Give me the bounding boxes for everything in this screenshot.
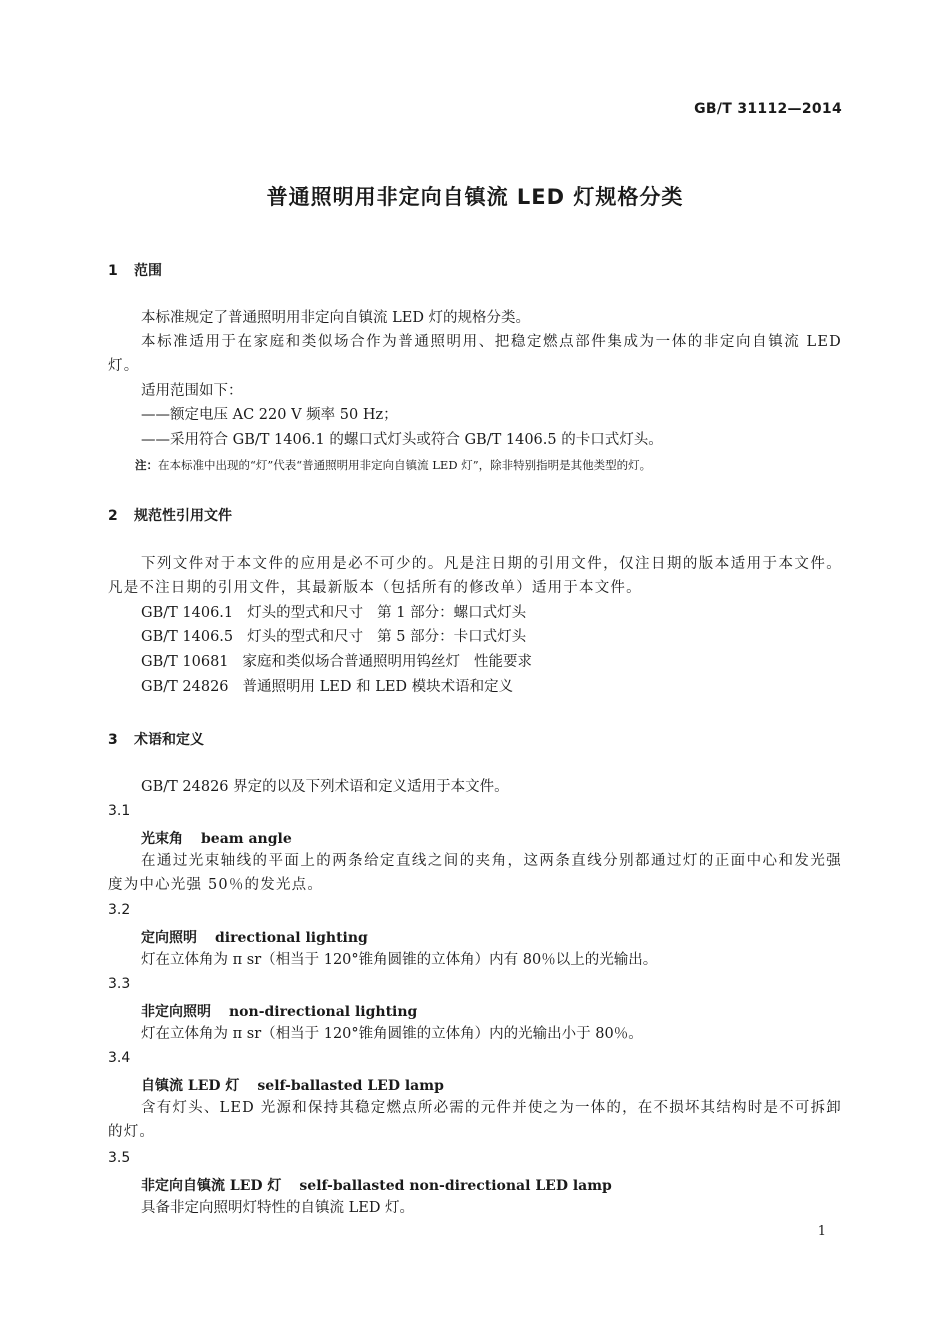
page-number: 1 (817, 1224, 826, 1239)
paragraph: 下列文件对于本文件的应用是必不可少的。凡是注日期的引用文件，仅注日期的版本适用于本文件。凡是不注日期的引用文件，其最新版本（包括所有的修改单）适用于本文件。 (108, 556, 842, 596)
reference-item (141, 650, 532, 674)
term-number: 3.1 (108, 803, 131, 819)
section-title: 范围 (134, 263, 162, 279)
reference-title: 普通照明用 LED 和 LED 模块术语和定义 (242, 679, 514, 695)
paragraph: GB/T 24826 界定的以及下列术语和定义适用于本文件。 (141, 779, 509, 795)
reference-item (141, 625, 526, 649)
term-name (141, 1175, 612, 1195)
reference-part: 性能要求 (474, 654, 533, 670)
term-definition: 灯在立体角为 π sr（相当于 120°锥角圆锥的立体角）内的光输出小于 80％。 (141, 1026, 643, 1042)
term-zh: 非定向照明 (141, 1004, 211, 1020)
term-definition: 灯在立体角为 π sr（相当于 120°锥角圆锥的立体角）内有 80％以上的光输出。 (141, 952, 658, 968)
term-number: 3.5 (108, 1150, 131, 1166)
section-title: 规范性引用文件 (134, 508, 232, 524)
paragraph: 本标准规定了普通照明用非定向自镇流 LED 灯的规格分类。 (141, 310, 531, 326)
term-name (141, 1001, 417, 1021)
term-en: non-directional lighting (229, 1004, 418, 1020)
reference-code: GB/T 1406.5 (141, 629, 234, 645)
note-label: 注： (135, 458, 158, 472)
section-number: 2 (108, 508, 118, 524)
term-definition: 具备非定向照明灯特性的自镇流 LED 灯。 (141, 1200, 415, 1216)
list-item: ——采用符合 GB/T 1406.1 的螺口式灯头或符合 GB/T 1406.5 的卡口式灯头。 (141, 432, 663, 448)
standard-code: GB/T 31112—2014 (694, 101, 842, 117)
term-zh: 非定向自镇流 LED 灯 (141, 1178, 282, 1194)
term-en: beam angle (201, 831, 292, 847)
term-en: self-ballasted LED lamp (257, 1078, 444, 1094)
term-name (141, 828, 292, 848)
reference-title: 家庭和类似场合普通照明用钨丝灯 (242, 654, 461, 670)
term-definition: 含有灯头、LED 光源和保持其稳定燃点所必需的元件并使之为一体的，在不损坏其结构时是不可拆卸的灯。 (108, 1100, 842, 1140)
term-number: 3.4 (108, 1050, 131, 1066)
term-en: directional lighting (215, 930, 368, 946)
reference-code: GB/T 1406.1 (141, 605, 234, 621)
term-zh: 自镇流 LED 灯 (141, 1078, 240, 1094)
term-name (141, 1075, 444, 1095)
document-title: 普通照明用非定向自镇流 LED 灯规格分类 (266, 185, 684, 209)
reference-code: GB/T 24826 (141, 679, 229, 695)
reference-part: 第 1 部分：螺口式灯头 (377, 605, 527, 621)
term-name (141, 927, 368, 947)
reference-item (141, 675, 513, 699)
reference-title: 灯头的型式和尺寸 (247, 629, 364, 645)
term-zh: 定向照明 (141, 930, 197, 946)
reference-part: 第 5 部分：卡口式灯头 (377, 629, 527, 645)
paragraph: 本标准适用于在家庭和类似场合作为普通照明用、把稳定燃点部件集成为一体的非定向自镇流 LED 灯。 (108, 334, 842, 374)
term-en: self-ballasted non-directional LED lamp (299, 1178, 612, 1194)
section-number: 1 (108, 263, 118, 279)
section-2-heading (108, 505, 232, 525)
section-title: 术语和定义 (134, 732, 204, 748)
term-zh: 光束角 (141, 831, 183, 847)
term-number: 3.3 (108, 976, 131, 992)
section-3-heading (108, 729, 204, 749)
note (135, 456, 651, 474)
reference-item (141, 601, 526, 625)
section-number: 3 (108, 732, 118, 748)
term-number: 3.2 (108, 902, 131, 918)
paragraph: 适用范围如下： (141, 383, 243, 399)
section-1-heading (108, 260, 162, 280)
term-definition: 在通过光束轴线的平面上的两条给定直线之间的夹角，这两条直线分别都通过灯的正面中心和发光强度为中心光强 50％的发光点。 (108, 853, 842, 893)
reference-code: GB/T 10681 (141, 654, 229, 670)
list-item: ——额定电压 AC 220 V 频率 50 Hz； (141, 407, 398, 423)
reference-title: 灯头的型式和尺寸 (247, 605, 364, 621)
note-text: 在本标准中出现的“灯”代表“普通照明用非定向自镇流 LED 灯”，除非特别指明是其他类型的灯。 (158, 458, 652, 472)
